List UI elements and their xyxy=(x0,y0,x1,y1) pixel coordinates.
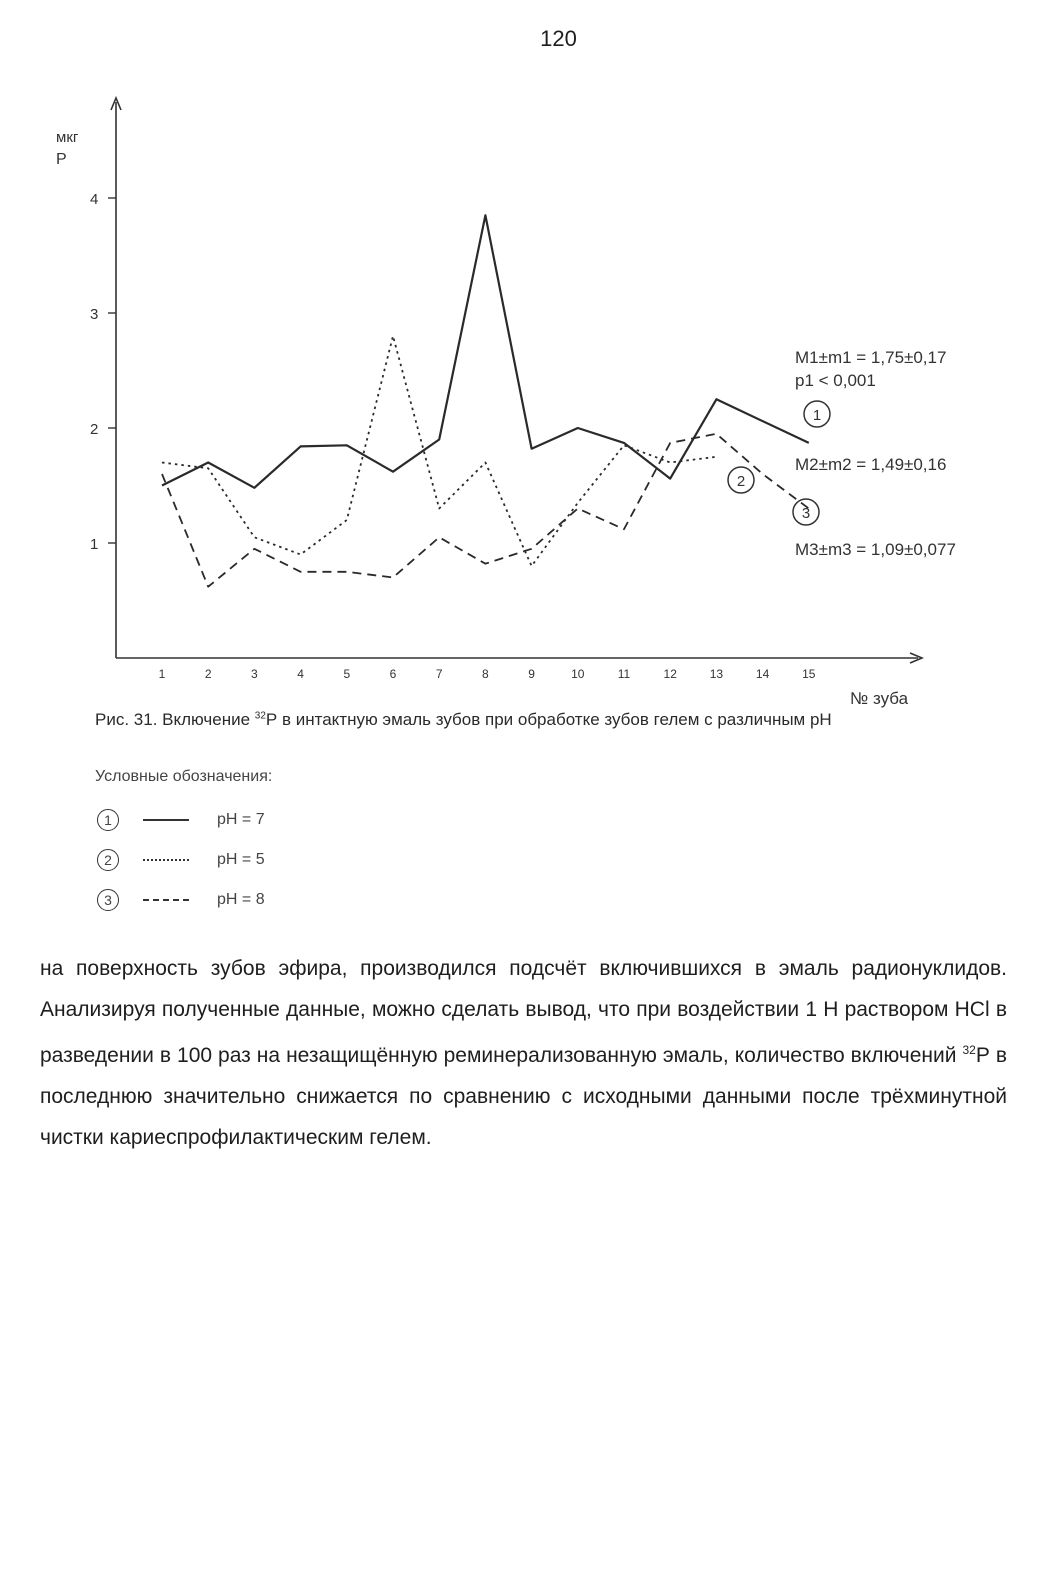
x-tick-label: 3 xyxy=(251,667,258,681)
x-tick-label: 1 xyxy=(158,667,166,681)
x-tick-label: 8 xyxy=(482,667,489,681)
caption-text-after: Р в интактную эмаль зубов при обработке зубов гелем с различным рН xyxy=(265,710,832,729)
x-tick-label: 6 xyxy=(389,667,397,681)
legend-number-circle: 2 xyxy=(97,849,119,871)
legend-label: рН = 8 xyxy=(217,891,265,908)
legend-title: Условные обозначения: xyxy=(95,768,273,785)
legend-solid-line-icon xyxy=(143,819,189,821)
series-1-line xyxy=(162,215,809,488)
x-tick-label: 5 xyxy=(343,667,351,681)
x-tick-label: 2 xyxy=(204,667,212,681)
y-tick-label: 3 xyxy=(90,306,99,323)
chart-series xyxy=(162,215,809,586)
x-tick-label: 11 xyxy=(617,667,631,681)
y-axis-label-line2: P xyxy=(56,151,67,168)
body-paragraph xyxy=(40,948,1007,1158)
series-3-marker-number: 3 xyxy=(801,505,811,522)
x-tick-label: 14 xyxy=(755,667,770,681)
y-axis-label-line1: мкг xyxy=(56,129,79,146)
x-tick-label: 15 xyxy=(802,667,816,681)
y-tick-label: 2 xyxy=(90,421,99,438)
x-tick-label: 4 xyxy=(297,667,304,681)
caption-isotope-superscript: 32 xyxy=(254,710,266,722)
annotation-m3: M3±m3 = 1,09±0,077 xyxy=(795,540,956,559)
x-tick-label: 7 xyxy=(435,667,443,681)
figure-caption xyxy=(95,710,832,730)
x-axis-label: № зуба xyxy=(850,689,909,708)
y-axis-title xyxy=(56,129,79,168)
x-tick-label: 13 xyxy=(709,667,724,681)
caption-text-before: Рис. 31. Включение xyxy=(95,710,255,729)
y-axis-ticks xyxy=(90,191,116,553)
y-tick-label: 1 xyxy=(90,536,99,553)
series-3-line xyxy=(162,434,809,587)
legend-item-ph8 xyxy=(95,880,272,920)
y-tick-label: 4 xyxy=(90,191,99,208)
series-2-marker-number: 2 xyxy=(736,473,746,490)
body-isotope-superscript: 32 xyxy=(962,1043,976,1057)
series-1-marker-number: 1 xyxy=(812,407,822,424)
x-tick-label: 10 xyxy=(571,667,585,681)
legend-item-ph7 xyxy=(95,800,272,840)
legend-number-circle: 1 xyxy=(97,809,119,831)
legend-number-circle: 3 xyxy=(97,889,119,911)
legend-label: рН = 5 xyxy=(217,851,265,868)
line-chart xyxy=(0,80,1048,710)
annotation-m2: M2±m2 = 1,49±0,16 xyxy=(795,455,947,474)
annotation-m1: M1±m1 = 1,75±0,17 xyxy=(795,348,947,367)
legend-dashed-line-icon xyxy=(143,899,189,901)
x-tick-label: 9 xyxy=(528,667,535,681)
body-text-part1: на поверхность зубов эфира, производился подсчёт включившихся в эмаль радионуклидов. Анализируя полученные данные, можно сделать вывод, что при воздействии 1 Н раствором НСl в разведении в 100 раз на незащищённую реминерализованную эмаль, количество включений xyxy=(40,957,1007,1067)
x-axis-ticks xyxy=(159,667,816,681)
legend-item-ph5 xyxy=(95,840,272,880)
x-tick-label: 12 xyxy=(663,667,677,681)
annotation-p1: p1 < 0,001 xyxy=(795,371,876,390)
page-number: 120 xyxy=(540,26,577,51)
legend-dotted-line-icon xyxy=(143,859,189,861)
legend-label: рН = 7 xyxy=(217,811,265,828)
legend xyxy=(95,768,272,920)
body-text-part2: Р в последнюю значительно снижается по сравнению с исходными данными после трёхминутной чистки кариеспрофилактическим гелем. xyxy=(40,1044,1007,1149)
chart-annotations xyxy=(728,348,956,559)
